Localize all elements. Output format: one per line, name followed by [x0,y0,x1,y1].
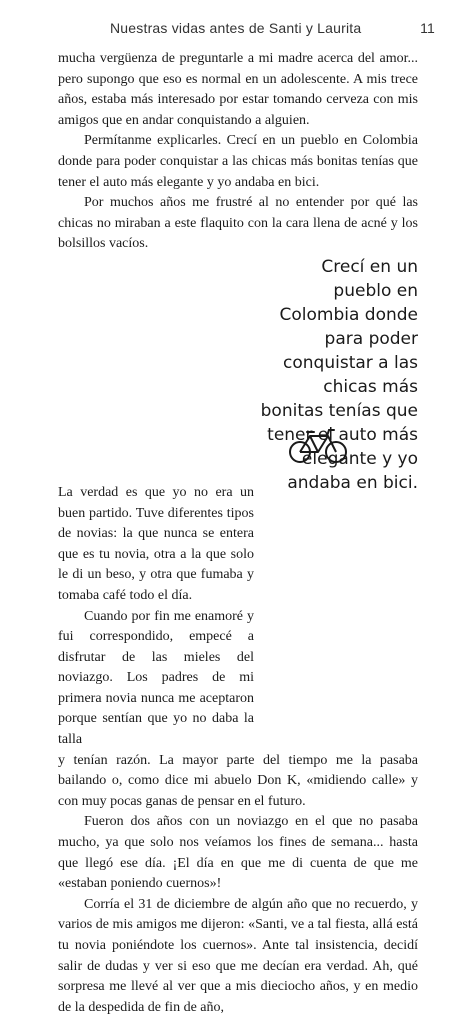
paragraph-7: Corría el 31 de diciembre de algún año que no recuerdo, y varios de mis amigos me dijeron: «Santi, ve a tal fiesta, allá está tu novia poniéndote los cuernos». Ante tal insistencia, decidí salir de dudas y ver si eso que me decían era verdad. Ah, qué sorpresa me llevé al ver que a mis dieciocho años, y en medio de la despedida de fin de año, [58,896,418,1015]
paragraph-4: La verdad es que yo no era un buen partido. Tuve diferentes tipos de novias: la que nunca se entera que es tu novia, otra a la que solo le di un beso, y otra que fumaba y tomaba café todo el día. [58,484,254,603]
running-header [110,20,435,42]
pull-quote [260,255,418,493]
body-text [58,49,418,1018]
page-number: 11 [420,20,435,36]
bicycle-icon [288,425,348,465]
paragraph-5-part-1: Cuando por fin me enamoré y fui correspondido, empecé a disfrutar de las mieles del noviazgo. Los padres de mi primera novia nunca me aceptaron porque sentían que yo no daba la talla [58,608,254,748]
paragraph-3: Por muchos años me frustré al no entender por qué las chicas no miraban a este flaquito con la cara llena de acné y los bolsillos vacíos. [58,195,418,252]
paragraph-1: mucha vergüenza de preguntarle a mi madre acerca del amor... pero supongo que eso es normal en un adolescente. A mis trece años, estaba más interesado por estar tomando cerveza con mis amigos que en andar conquistando a alguien. [58,51,418,128]
pull-quote-text: Crecí en un pueblo en Colombia donde para poder conquistar a las chicas más bonitas tenías que tener el auto más elegante y yo andaba en bici. [260,256,418,493]
running-title: Nuestras vidas antes de Santi y Laurita [110,20,362,36]
wrapped-column [58,483,254,751]
paragraph-5-part-2: y tenían razón. La mayor parte del tiempo me la pasaba bailando o, como dice mi abuelo Don K, «midiendo calle» y con muy pocas ganas de pensar en el futuro. [58,752,418,809]
paragraph-6: Fueron dos años con un noviazgo en el que no pasaba mucho, ya que solo nos veíamos los fines de semana... hasta que llegó ese día. ¡El día en que me di cuenta de que me «estaban poniendo cuernos»! [58,814,418,892]
paragraph-2: Permítanme explicarles. Crecí en un pueblo en Colombia donde para poder conquistar a las chicas más bonitas tenías que tener el auto más elegante y yo andaba en bici. [58,133,418,190]
